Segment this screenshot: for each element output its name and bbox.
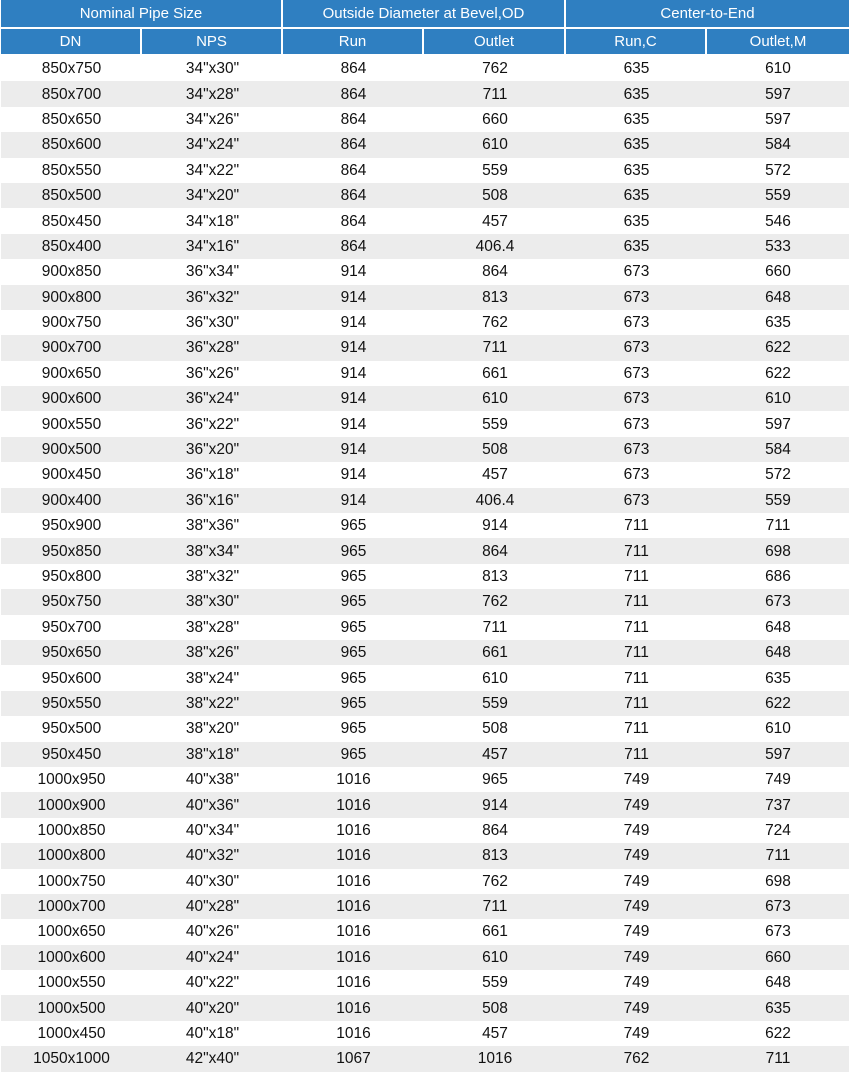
cell-od-run: 965	[283, 538, 424, 563]
sub-header-row	[1, 29, 849, 56]
cell-run-c: 635	[566, 81, 707, 106]
cell-od-run: 1016	[336, 821, 371, 839]
cell-od-outlet: 762	[424, 589, 566, 614]
cell-outlet-m: 686	[765, 568, 791, 585]
cell-nps: 40"x22"	[185, 974, 240, 992]
cell-run-c: 673	[566, 386, 707, 411]
cell-nps: 36"x20"	[142, 437, 283, 462]
cell-run-c: 749	[623, 1025, 650, 1043]
cell-nps: 36"x32"	[142, 285, 283, 310]
cell-run-c: 749	[566, 792, 707, 817]
cell-run-c: 635	[623, 161, 650, 179]
cell-dn: 1000x600	[1, 945, 142, 970]
cell-dn: 900x800	[1, 285, 142, 310]
table-row	[1, 386, 849, 411]
table-row	[1, 1021, 849, 1046]
cell-od-run: 914	[283, 437, 424, 462]
table-row	[1, 843, 849, 868]
cell-run-c: 635	[566, 183, 707, 208]
cell-outlet-m: 584	[707, 437, 849, 462]
cell-outlet-m: 648	[707, 285, 849, 310]
cell-run-c: 673	[566, 437, 707, 462]
cell-outlet-m: 610	[765, 60, 791, 78]
cell-nps: 34"x28"	[142, 81, 283, 106]
cell-outlet-m: 546	[765, 212, 791, 230]
cell-nps: 42"x40"	[142, 1046, 283, 1071]
cell-outlet-m: 597	[765, 415, 791, 433]
cell-run-c: 749	[623, 974, 650, 992]
cell-od-run: 864	[340, 161, 367, 179]
cell-nps: 34"x24"	[142, 132, 283, 157]
cell-dn: 1000x850	[37, 821, 106, 839]
cell-od-outlet: 661	[424, 640, 566, 665]
cell-od-run: 1016	[336, 771, 371, 789]
cell-outlet-m: 724	[765, 821, 791, 839]
table-row	[1, 538, 849, 563]
cell-nps: 36"x34"	[185, 263, 240, 281]
cell-dn: 900x650	[41, 364, 102, 382]
cell-run-c: 711	[566, 589, 707, 614]
header-od-outlet: Outlet	[424, 29, 566, 56]
cell-od-run: 864	[283, 81, 424, 106]
table-row	[1, 640, 849, 665]
cell-outlet-m: 673	[707, 894, 849, 919]
cell-run-c: 711	[624, 618, 649, 636]
cell-od-run: 965	[340, 568, 367, 585]
cell-od-outlet: 813	[482, 568, 508, 585]
table-row	[1, 361, 849, 386]
cell-od-run: 1016	[283, 945, 424, 970]
cell-od-run: 914	[283, 386, 424, 411]
cell-dn: 950x650	[1, 640, 142, 665]
cell-dn: 900x750	[41, 314, 102, 332]
cell-run-c: 673	[623, 466, 650, 484]
cell-od-run: 914	[283, 285, 424, 310]
cell-nps: 34"x30"	[185, 60, 240, 78]
cell-run-c: 635	[566, 234, 707, 259]
cell-dn: 850x400	[1, 234, 142, 259]
cell-outlet-m: 648	[707, 640, 849, 665]
cell-nps: 40"x26"	[185, 923, 240, 941]
cell-od-run: 965	[283, 742, 424, 767]
cell-run-c: 635	[623, 110, 650, 128]
cell-od-outlet: 864	[424, 538, 566, 563]
cell-outlet-m: 597	[707, 81, 849, 106]
cell-outlet-m: 610	[765, 720, 791, 738]
cell-od-run: 864	[340, 212, 367, 230]
cell-dn: 850x500	[1, 183, 142, 208]
cell-od-run: 1016	[283, 894, 424, 919]
cell-od-run: 1016	[336, 974, 371, 992]
cell-run-c: 711	[624, 517, 649, 535]
cell-nps: 34"x26"	[185, 110, 240, 128]
table-row	[1, 411, 849, 436]
pipe-dimension-table	[1, 0, 849, 1072]
cell-outlet-m: 660	[765, 263, 791, 281]
cell-run-c: 673	[623, 415, 650, 433]
cell-od-outlet: 457	[482, 1025, 508, 1043]
cell-od-outlet: 914	[482, 517, 508, 535]
table-row	[1, 208, 849, 233]
cell-run-c: 711	[566, 742, 707, 767]
cell-dn: 1000x950	[37, 771, 106, 789]
cell-outlet-m: 559	[707, 183, 849, 208]
cell-od-run: 914	[340, 466, 367, 484]
cell-nps: 40"x30"	[185, 872, 240, 890]
cell-od-outlet: 762	[482, 314, 508, 332]
cell-nps: 38"x26"	[142, 640, 283, 665]
cell-dn: 850x750	[41, 60, 102, 78]
cell-nps: 40"x20"	[142, 995, 283, 1020]
cell-outlet-m: 749	[765, 771, 791, 789]
cell-dn: 850x700	[1, 81, 142, 106]
cell-run-c: 749	[566, 843, 707, 868]
cell-od-run: 914	[340, 415, 367, 433]
cell-dn: 1000x450	[37, 1025, 106, 1043]
cell-od-run: 914	[340, 263, 367, 281]
cell-run-c: 749	[566, 894, 707, 919]
cell-od-run: 1016	[336, 872, 371, 890]
cell-nps: 34"x16"	[142, 234, 283, 259]
cell-od-outlet: 406.4	[424, 488, 566, 513]
cell-od-run: 965	[340, 720, 367, 738]
cell-od-outlet: 457	[424, 742, 566, 767]
table-row	[1, 81, 849, 106]
table-row	[1, 513, 849, 538]
cell-outlet-m: 635	[765, 314, 791, 332]
cell-dn: 1000x900	[1, 792, 142, 817]
cell-outlet-m: 622	[707, 335, 849, 360]
cell-outlet-m: 635	[707, 995, 849, 1020]
table-row	[1, 615, 849, 640]
cell-dn: 950x450	[1, 742, 142, 767]
cell-od-outlet: 559	[424, 691, 566, 716]
cell-dn: 900x700	[1, 335, 142, 360]
cell-od-run: 914	[340, 364, 367, 382]
header-run-c: Run,C	[566, 29, 707, 56]
cell-nps: 38"x24"	[185, 669, 240, 687]
cell-outlet-m: 597	[765, 110, 791, 128]
cell-od-outlet: 610	[424, 386, 566, 411]
header-outside-diameter: Outside Diameter at Bevel,OD	[283, 0, 566, 29]
table-row	[1, 310, 849, 335]
cell-od-run: 1016	[283, 843, 424, 868]
table-row	[1, 589, 849, 614]
cell-dn: 950x500	[41, 720, 102, 738]
group-header-row	[1, 0, 849, 29]
cell-dn: 900x850	[41, 263, 102, 281]
cell-od-outlet: 660	[482, 110, 508, 128]
cell-od-run: 965	[340, 669, 367, 687]
cell-od-outlet: 711	[482, 618, 508, 636]
cell-dn: 850x650	[41, 110, 102, 128]
table-row	[1, 56, 849, 81]
header-outlet-m: Outlet,M	[707, 29, 849, 56]
cell-nps: 38"x28"	[185, 618, 240, 636]
cell-outlet-m: 597	[707, 742, 849, 767]
cell-dn: 1000x500	[1, 995, 142, 1020]
cell-od-outlet: 610	[482, 669, 508, 687]
table-row	[1, 285, 849, 310]
cell-outlet-m: 610	[707, 386, 849, 411]
cell-run-c: 762	[566, 1046, 707, 1071]
table-row	[1, 462, 849, 487]
cell-nps: 36"x26"	[185, 364, 240, 382]
cell-run-c: 749	[623, 821, 650, 839]
table-row	[1, 742, 849, 767]
table-row	[1, 335, 849, 360]
cell-run-c: 673	[566, 488, 707, 513]
cell-od-outlet: 559	[482, 974, 508, 992]
cell-dn: 950x850	[1, 538, 142, 563]
cell-od-outlet: 914	[424, 792, 566, 817]
cell-nps: 36"x24"	[142, 386, 283, 411]
cell-od-outlet: 610	[424, 132, 566, 157]
table-row	[1, 970, 849, 995]
cell-outlet-m: 711	[707, 1046, 849, 1071]
cell-nps: 38"x36"	[185, 517, 240, 535]
cell-outlet-m: 711	[707, 843, 849, 868]
cell-nps: 38"x32"	[185, 568, 240, 585]
cell-dn: 1000x550	[37, 974, 106, 992]
cell-dn: 900x550	[41, 415, 102, 433]
cell-od-outlet: 559	[482, 415, 508, 433]
cell-od-run: 864	[283, 132, 424, 157]
cell-od-outlet: 813	[424, 285, 566, 310]
cell-dn: 850x550	[41, 161, 102, 179]
cell-od-outlet: 661	[482, 364, 508, 382]
cell-run-c: 749	[623, 771, 650, 789]
cell-outlet-m: 648	[765, 974, 791, 992]
cell-dn: 950x750	[1, 589, 142, 614]
cell-outlet-m: 673	[707, 589, 849, 614]
table-body	[1, 56, 849, 1072]
table-row	[1, 183, 849, 208]
header-nps: NPS	[142, 29, 283, 56]
cell-run-c: 711	[566, 640, 707, 665]
cell-dn: 950x800	[41, 568, 102, 585]
cell-od-run: 864	[340, 110, 367, 128]
cell-nps: 36"x28"	[142, 335, 283, 360]
header-dn: DN	[1, 29, 142, 56]
cell-run-c: 635	[623, 212, 650, 230]
cell-od-outlet: 711	[424, 81, 566, 106]
cell-run-c: 711	[624, 568, 649, 585]
cell-od-outlet: 711	[424, 894, 566, 919]
cell-nps: 34"x22"	[185, 161, 240, 179]
table-row	[1, 691, 849, 716]
cell-od-outlet: 508	[424, 437, 566, 462]
cell-od-outlet: 457	[482, 212, 508, 230]
table-row	[1, 665, 849, 690]
table-row	[1, 234, 849, 259]
cell-dn: 950x550	[1, 691, 142, 716]
cell-outlet-m: 648	[765, 618, 791, 636]
cell-outlet-m: 622	[707, 691, 849, 716]
table-row	[1, 919, 849, 944]
cell-nps: 40"x32"	[142, 843, 283, 868]
cell-nps: 40"x24"	[142, 945, 283, 970]
table-row	[1, 792, 849, 817]
cell-dn: 1000x750	[37, 872, 106, 890]
cell-od-outlet: 610	[424, 945, 566, 970]
cell-od-outlet: 406.4	[424, 234, 566, 259]
table-row	[1, 818, 849, 843]
cell-od-run: 965	[283, 640, 424, 665]
table-row	[1, 767, 849, 792]
cell-nps: 38"x20"	[185, 720, 240, 738]
cell-nps: 40"x36"	[142, 792, 283, 817]
cell-outlet-m: 533	[707, 234, 849, 259]
cell-nps: 38"x22"	[142, 691, 283, 716]
cell-od-run: 1016	[336, 1025, 371, 1043]
cell-nps: 36"x22"	[185, 415, 240, 433]
cell-outlet-m: 698	[707, 538, 849, 563]
cell-od-run: 914	[340, 314, 367, 332]
cell-od-run: 965	[340, 517, 367, 535]
cell-outlet-m: 572	[765, 466, 791, 484]
cell-od-run: 965	[340, 618, 367, 636]
cell-od-run: 864	[283, 234, 424, 259]
table-row	[1, 945, 849, 970]
cell-run-c: 673	[566, 335, 707, 360]
cell-od-run: 965	[283, 691, 424, 716]
table-row	[1, 869, 849, 894]
cell-nps: 38"x18"	[142, 742, 283, 767]
table-row	[1, 1046, 849, 1071]
cell-nps: 40"x34"	[185, 821, 240, 839]
table-row	[1, 564, 849, 589]
cell-od-outlet: 457	[482, 466, 508, 484]
table-row	[1, 437, 849, 462]
cell-outlet-m: 673	[765, 923, 791, 941]
cell-outlet-m: 660	[707, 945, 849, 970]
cell-nps: 38"x34"	[142, 538, 283, 563]
cell-run-c: 749	[566, 995, 707, 1020]
cell-od-outlet: 965	[482, 771, 508, 789]
cell-od-outlet: 508	[424, 183, 566, 208]
cell-dn: 900x600	[1, 386, 142, 411]
cell-od-outlet: 762	[482, 872, 508, 890]
cell-od-run: 1016	[283, 995, 424, 1020]
cell-run-c: 749	[566, 945, 707, 970]
cell-od-outlet: 864	[482, 821, 508, 839]
cell-run-c: 635	[566, 132, 707, 157]
cell-od-outlet: 559	[482, 161, 508, 179]
header-center-to-end: Center-to-End	[566, 0, 849, 29]
cell-dn: 1000x650	[37, 923, 106, 941]
cell-outlet-m: 635	[765, 669, 791, 687]
cell-nps: 36"x30"	[185, 314, 240, 332]
cell-nps: 38"x30"	[142, 589, 283, 614]
cell-dn: 950x700	[41, 618, 102, 636]
cell-run-c: 711	[566, 538, 707, 563]
cell-nps: 34"x20"	[142, 183, 283, 208]
table-row	[1, 107, 849, 132]
cell-od-run: 914	[283, 488, 424, 513]
cell-od-outlet: 508	[482, 720, 508, 738]
cell-dn: 950x600	[41, 669, 102, 687]
cell-run-c: 673	[566, 285, 707, 310]
cell-run-c: 673	[623, 364, 650, 382]
cell-od-run: 965	[283, 589, 424, 614]
cell-run-c: 673	[623, 263, 650, 281]
cell-od-outlet: 1016	[424, 1046, 566, 1071]
table-row	[1, 259, 849, 284]
cell-od-outlet: 508	[424, 995, 566, 1020]
cell-dn: 850x600	[1, 132, 142, 157]
cell-dn: 1050x1000	[1, 1046, 142, 1071]
cell-dn: 850x450	[41, 212, 102, 230]
cell-outlet-m: 737	[707, 792, 849, 817]
cell-run-c: 673	[623, 314, 650, 332]
cell-dn: 1000x800	[1, 843, 142, 868]
cell-dn: 900x400	[1, 488, 142, 513]
table-row	[1, 488, 849, 513]
cell-run-c: 635	[623, 60, 650, 78]
table-row	[1, 995, 849, 1020]
table-row	[1, 158, 849, 183]
cell-dn: 900x500	[1, 437, 142, 462]
cell-od-run: 1016	[336, 923, 371, 941]
cell-outlet-m: 584	[707, 132, 849, 157]
cell-od-run: 914	[283, 335, 424, 360]
table-row	[1, 132, 849, 157]
cell-od-run: 864	[340, 60, 367, 78]
cell-od-outlet: 813	[424, 843, 566, 868]
header-od-run: Run	[283, 29, 424, 56]
cell-outlet-m: 698	[765, 872, 791, 890]
cell-outlet-m: 572	[765, 161, 791, 179]
cell-outlet-m: 622	[765, 1025, 791, 1043]
cell-nps: 34"x18"	[185, 212, 240, 230]
cell-run-c: 749	[623, 872, 650, 890]
cell-nps: 40"x18"	[185, 1025, 240, 1043]
cell-od-outlet: 864	[482, 263, 508, 281]
cell-run-c: 711	[566, 691, 707, 716]
cell-od-outlet: 711	[424, 335, 566, 360]
table-header	[1, 0, 849, 56]
table-row	[1, 894, 849, 919]
cell-od-outlet: 762	[482, 60, 508, 78]
cell-dn: 1000x700	[1, 894, 142, 919]
header-nominal-pipe-size: Nominal Pipe Size	[1, 0, 283, 29]
cell-nps: 40"x28"	[142, 894, 283, 919]
cell-run-c: 749	[623, 923, 650, 941]
cell-run-c: 711	[624, 720, 649, 738]
cell-dn: 950x900	[41, 517, 102, 535]
cell-nps: 36"x18"	[185, 466, 240, 484]
cell-od-run: 864	[283, 183, 424, 208]
cell-od-run: 1016	[283, 792, 424, 817]
table-row	[1, 716, 849, 741]
cell-nps: 36"x16"	[142, 488, 283, 513]
cell-od-outlet: 661	[482, 923, 508, 941]
cell-dn: 900x450	[41, 466, 102, 484]
cell-nps: 40"x38"	[185, 771, 240, 789]
cell-outlet-m: 711	[765, 517, 791, 535]
cell-outlet-m: 559	[707, 488, 849, 513]
cell-outlet-m: 622	[765, 364, 791, 382]
cell-run-c: 711	[624, 669, 649, 687]
cell-od-run: 1067	[283, 1046, 424, 1071]
